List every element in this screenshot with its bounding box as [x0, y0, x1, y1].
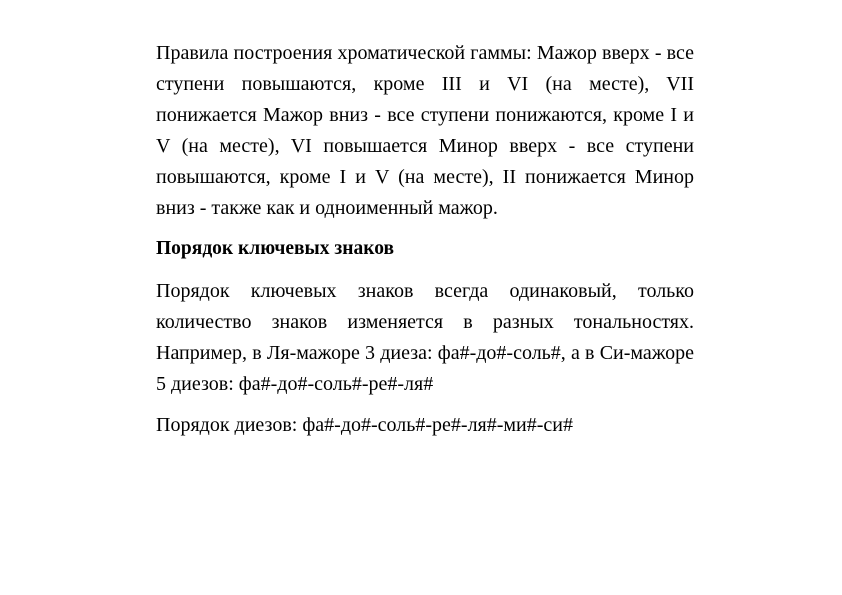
document-body [156, 38, 694, 441]
chromatic-scale-rules-paragraph: Правила построения хроматической гаммы: Мажор вверх - все ступени повышаются, кроме III и VI (на месте), VII понижается Мажор вниз - все ступени понижаются, кроме I и V (на месте), VI повышается Минор вверх - все ступени повышаются, кроме I и V (на месте), II понижается Минор вниз - также как и одноименный мажор. [156, 42, 694, 219]
section-heading: Порядок ключевых знаков [156, 238, 394, 259]
key-signature-order-paragraph: Порядок ключевых знаков всегда одинаковый, только количество знаков изменяется в разных тональностях. Например, в Ля-мажоре 3 диеза: фа#-до#-соль#, а в Си-мажоре 5 диезов: фа#-до#-соль#-ре#-ля# [156, 280, 694, 395]
sharps-order-line: Порядок диезов: фа#-до#-соль#-ре#-ля#-ми#-си# [156, 414, 574, 436]
